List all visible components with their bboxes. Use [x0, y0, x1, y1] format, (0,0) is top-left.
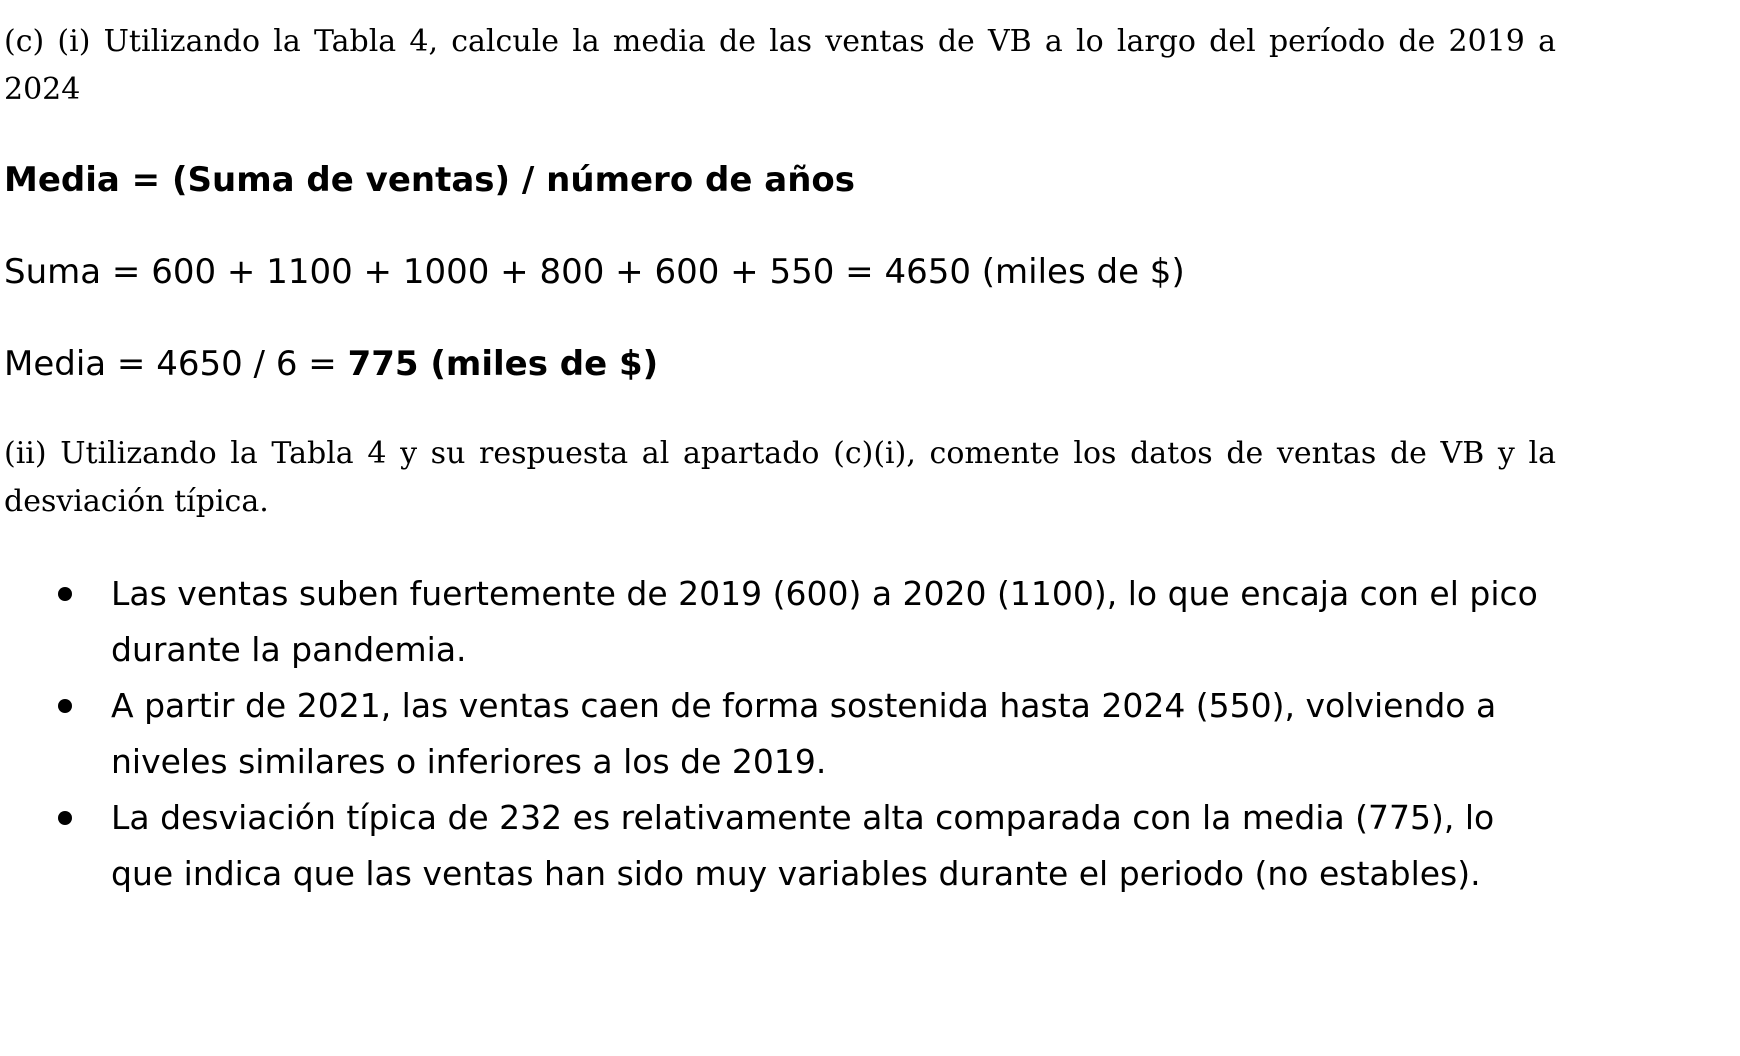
mean-result: 775 (miles de $): [347, 344, 659, 384]
list-item: [0, 566, 1551, 678]
question-c-ii: (ii) Utilizando la Tabla 4 y su respuesta al apartado (c)(i), comente los datos de ventas de VB y la desviación típica.: [4, 436, 1556, 519]
question-c-i: (c) (i) Utilizando la Tabla 4, calcule la media de las ventas de VB a lo largo del período de 2019 a 2024: [4, 24, 1556, 107]
sum-calculation: Suma = 600 + 1100 + 1000 + 800 + 600 + 550 = 4650 (miles de $): [4, 252, 1185, 292]
bullet-icon: [58, 587, 72, 601]
bullet-icon: [58, 811, 72, 825]
mean-calculation: [4, 342, 658, 386]
bullet-text: La desviación típica de 232 es relativamente alta comparada con la media (775), lo que indica que las ventas han sido muy variables durante el periodo (no estables).: [111, 798, 1495, 893]
bullet-icon: [58, 699, 72, 713]
mean-formula: Media = (Suma de ventas) / número de años: [4, 160, 855, 200]
comment-bullet-list: [0, 566, 1740, 902]
bullet-text: A partir de 2021, las ventas caen de forma sostenida hasta 2024 (550), volviendo a niveles similares o inferiores a los de 2019.: [111, 686, 1497, 781]
mean-calculation-prefix: Media = 4650 / 6 =: [4, 344, 348, 384]
list-item: [0, 678, 1551, 790]
list-item: [0, 790, 1551, 902]
bullet-text: Las ventas suben fuertemente de 2019 (600) a 2020 (1100), lo que encaja con el pico durante la pandemia.: [111, 574, 1538, 669]
